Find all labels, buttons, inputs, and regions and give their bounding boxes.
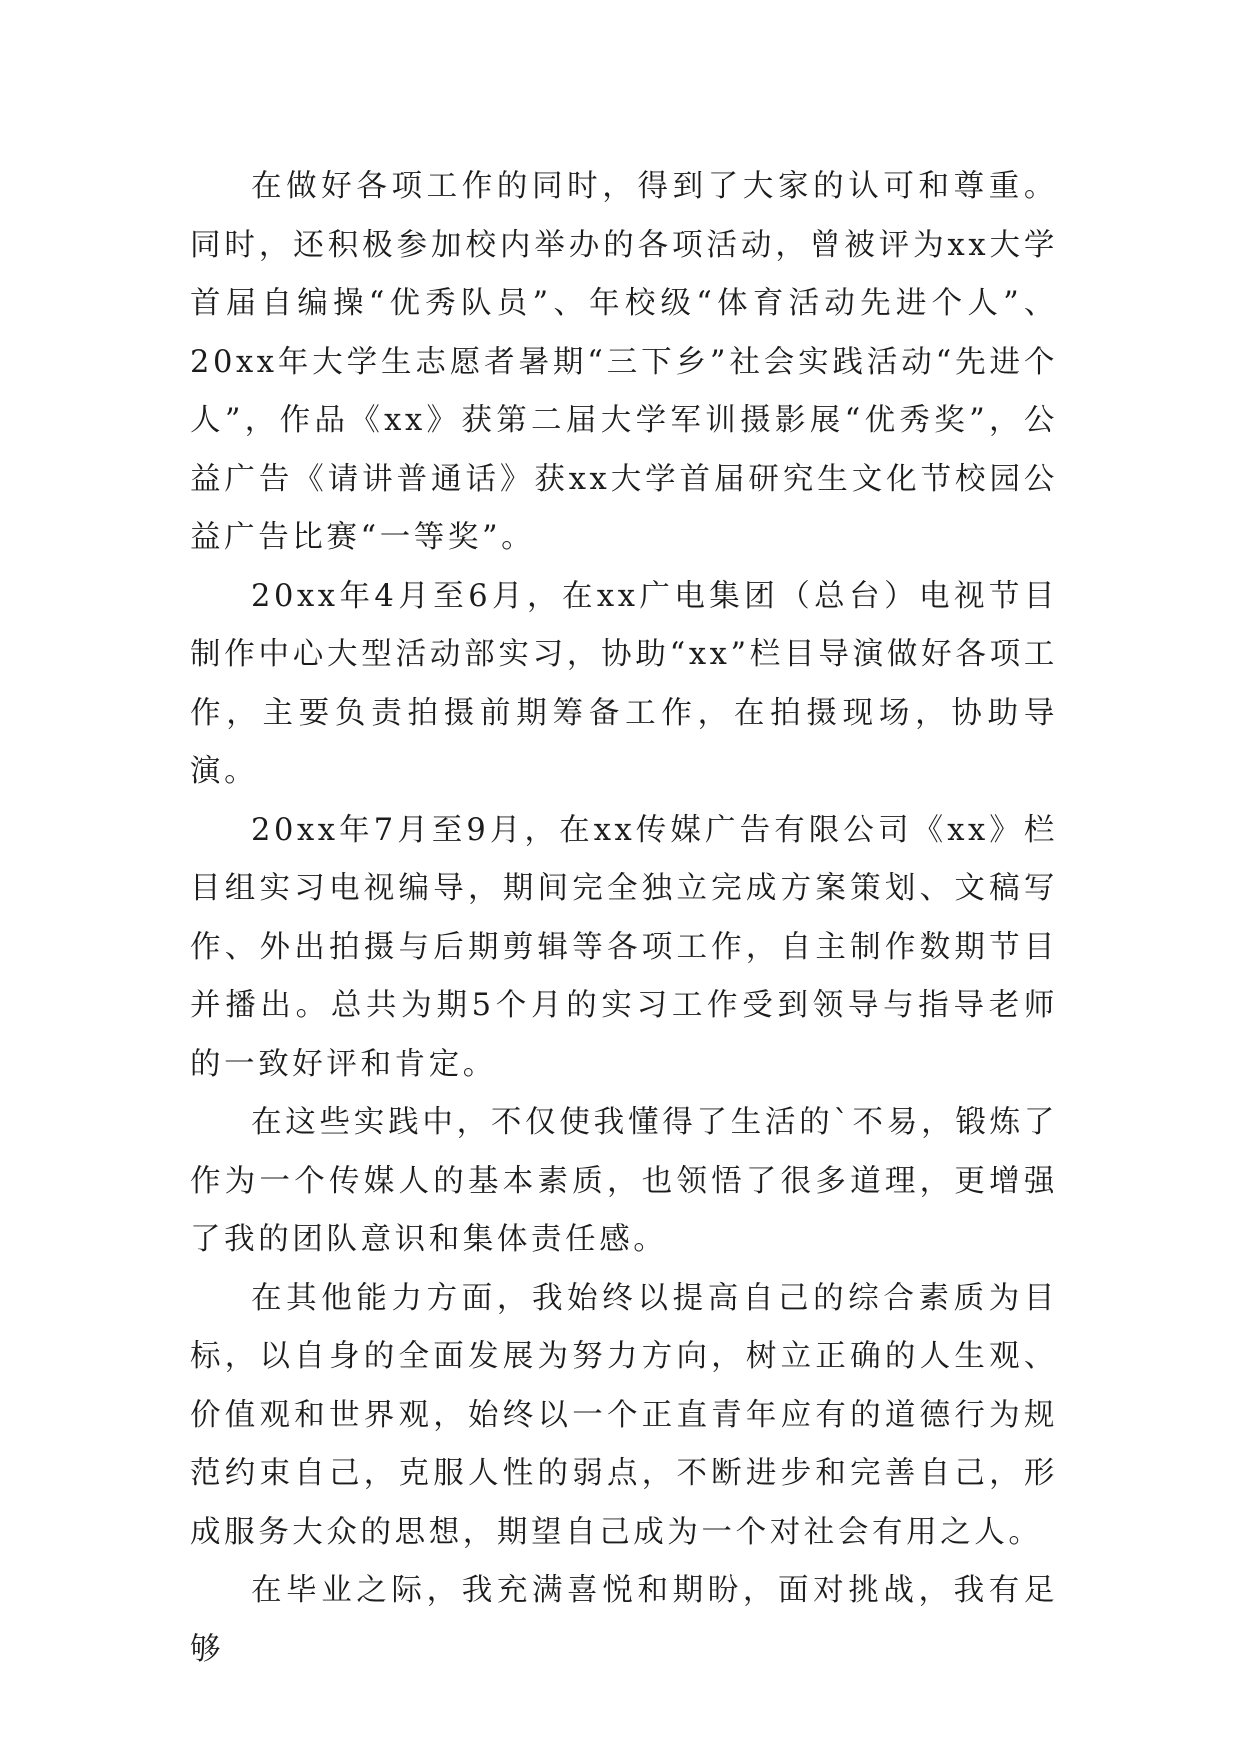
document-body [190, 158, 1058, 1679]
paragraph-internship-media-company: 20xx年7月至9月，在xx传媒广告有限公司《xx》栏目组实习电视编导，期间完全独立完成方案策划、文稿写作、外出拍摄与后期剪辑等各项工作，自主制作数期节目并播出。总共为期5个月的实习工作受到领导与指导老师的一致好评和肯定。 [190, 812, 1058, 1082]
paragraph-other-abilities: 在其他能力方面，我始终以提高自己的综合素质为目标，以自身的全面发展为努力方向，树立正确的人生观、价值观和世界观，始终以一个正直青年应有的道德行为规范约束自己，克服人性的弱点，不断进步和完善自己，形成服务大众的思想，期望自己成为一个对社会有用之人。 [190, 1280, 1058, 1550]
paragraph-practice-reflection: 在这些实践中，不仅使我懂得了生活的`不易，锻炼了作为一个传媒人的基本素质，也领悟了很多道理，更增强了我的团队意识和集体责任感。 [190, 1105, 1058, 1257]
paragraph-graduation: 在毕业之际，我充满喜悦和期盼，面对挑战，我有足够 [190, 1573, 1058, 1667]
paragraph-honors: 在做好各项工作的同时，得到了大家的认可和尊重。同时，还积极参加校内举办的各项活动，曾被评为xx大学首届自编操“优秀队员”、年校级“体育活动先进个人”、20xx年大学生志愿者暑期“三下乡”社会实践活动“先进个人”，作品《xx》获第二届大学军训摄影展“优秀奖”，公益广告《请讲普通话》获xx大学首届研究生文化节校园公益广告比赛“一等奖”。 [190, 169, 1058, 555]
paragraph-internship-tv-center: 20xx年4月至6月，在xx广电集团（总台）电视节目制作中心大型活动部实习，协助“xx”栏目导演做好各项工作，主要负责拍摄前期筹备工作，在拍摄现场，协助导演。 [190, 578, 1058, 789]
